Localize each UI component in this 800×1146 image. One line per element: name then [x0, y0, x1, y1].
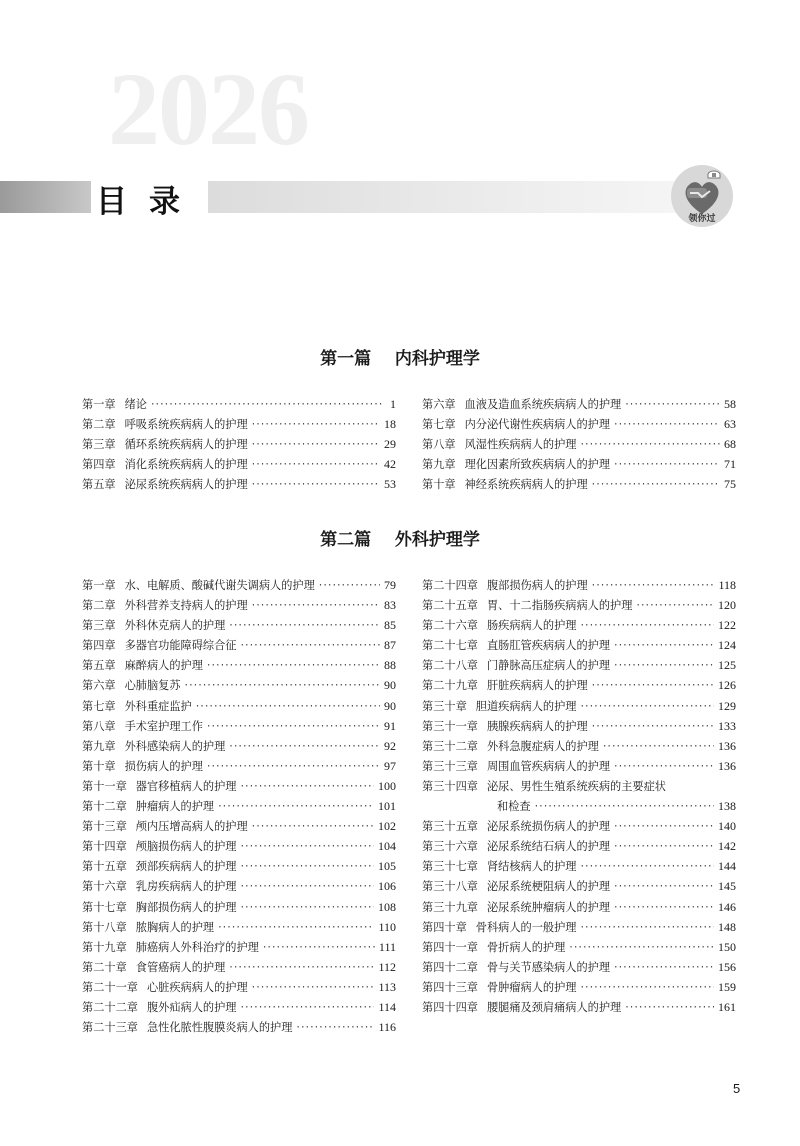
toc-entry[interactable]: [422, 698, 736, 718]
dot-leader: [580, 981, 714, 994]
chapter-number: 第二十四章: [422, 579, 478, 592]
toc-entry[interactable]: [82, 818, 396, 838]
toc-entry[interactable]: [82, 858, 396, 878]
page-ref: 111: [378, 939, 396, 954]
chapter-number: 第一章: [82, 579, 116, 592]
page-ref: 91: [384, 718, 396, 733]
part1-left-column: [82, 396, 396, 496]
dot-leader: [151, 398, 382, 411]
toc-entry[interactable]: [422, 677, 736, 697]
chapter-title: 颈部疾病病人的护理: [135, 860, 237, 874]
part2-right-column: [422, 577, 736, 1019]
page-ref: 1: [390, 397, 396, 411]
toc-entry-continuation[interactable]: [422, 798, 736, 818]
chapter-number: 第三十六章: [422, 840, 478, 854]
toc-entry[interactable]: [422, 939, 736, 959]
dot-leader: [614, 820, 714, 833]
chapter-number: 第三十一章: [422, 719, 478, 733]
page-ref: 136: [718, 758, 736, 773]
chapter-title: 泌尿系统疾病病人的护理: [124, 478, 248, 492]
chapter-title: 肠疾病病人的护理: [486, 619, 577, 633]
dot-leader: [196, 700, 380, 713]
part1-title: 第一篇 内科护理学: [320, 349, 480, 369]
part2-title: 第二篇 外科护理学: [320, 530, 480, 550]
page-ref: 114: [378, 999, 396, 1014]
chapter-number: 第二十六章: [422, 619, 478, 633]
page-ref: 113: [378, 979, 396, 994]
toc-entry[interactable]: [82, 637, 396, 657]
page-ref: 159: [718, 979, 736, 994]
chapter-title: 急性化脓性腹膜炎病人的护理: [146, 1021, 293, 1035]
dot-leader: [625, 1001, 714, 1014]
chapter-title: 血液及造血系统疾病病人的护理: [464, 398, 622, 411]
dot-leader: [240, 840, 374, 853]
chapter-title: 泌尿系统肿瘤病人的护理: [486, 900, 611, 914]
toc-entry[interactable]: [422, 919, 736, 939]
chapter-title: 心脏疾病病人的护理: [146, 980, 248, 994]
toc-entry[interactable]: [82, 577, 396, 597]
dot-leader: [252, 981, 375, 994]
dot-leader: [592, 579, 715, 592]
chapter-number: 第十三章: [82, 820, 127, 834]
chapter-title: 肝脏疾病病人的护理: [486, 679, 588, 693]
dot-leader: [252, 820, 374, 833]
toc-entry[interactable]: [82, 677, 396, 697]
chapter-title: 周围血管疾病病人的护理: [486, 759, 611, 773]
page-ref: 126: [718, 678, 736, 693]
dot-leader: [218, 921, 374, 934]
chapter-title: 骨科病人的一般护理: [475, 920, 577, 934]
toc-entry[interactable]: [422, 436, 736, 456]
chapter-number: 第五章: [82, 659, 116, 673]
page-ref: 102: [378, 819, 396, 834]
page-ref: 124: [718, 638, 736, 653]
header-bar-left: [0, 181, 91, 213]
toc-entry[interactable]: [82, 899, 396, 919]
chapter-title: 食管癌病人的护理: [135, 960, 226, 974]
chapter-number: 第六章: [82, 679, 116, 693]
toc-entry[interactable]: [82, 738, 396, 758]
year-watermark: 2026: [108, 52, 308, 167]
toc-entry[interactable]: [82, 919, 396, 939]
chapter-title: 颅脑损伤病人的护理: [135, 840, 237, 854]
page-ref: 108: [378, 899, 396, 914]
toc-entry[interactable]: [82, 476, 396, 496]
toc-entry[interactable]: [82, 617, 396, 637]
chapter-title: 肿瘤病人的护理: [135, 800, 215, 814]
toc-entry[interactable]: [422, 396, 736, 416]
chapter-number: 第二十九章: [422, 679, 478, 693]
toc-entry[interactable]: [82, 597, 396, 617]
chapter-title: 肾结核病人的护理: [486, 860, 577, 874]
toc-entry[interactable]: [82, 939, 396, 959]
chapter-number: 第九章: [82, 739, 116, 753]
dot-leader: [625, 398, 720, 411]
dot-leader: [240, 639, 380, 652]
dot-leader: [263, 941, 375, 954]
page-ref: 42: [384, 457, 396, 472]
toc-entry[interactable]: [82, 657, 396, 677]
dot-leader: [252, 458, 380, 471]
dot-leader: [614, 639, 714, 652]
toc-entry[interactable]: [422, 899, 736, 919]
toc-entry[interactable]: [82, 436, 396, 456]
page-ref: 125: [718, 658, 736, 673]
dot-leader: [229, 740, 380, 753]
chapter-number: 第十一章: [82, 779, 127, 793]
chapter-title: 肺癌病人外科治疗的护理: [135, 940, 259, 954]
dot-leader: [296, 1021, 374, 1034]
chapter-number: 第九章: [422, 458, 456, 472]
chapter-number: 第三章: [82, 619, 116, 633]
chapter-number: 第三十七章: [422, 860, 478, 874]
chapter-title: 损伤病人的护理: [124, 759, 203, 773]
chapter-title: 消化系统疾病病人的护理: [124, 458, 248, 472]
page-ref: 118: [718, 578, 736, 592]
header-bar-right: [208, 181, 698, 213]
dot-leader: [580, 438, 720, 451]
toc-entry[interactable]: [82, 758, 396, 778]
chapter-number: 第三十八章: [422, 880, 478, 894]
dot-leader: [535, 800, 714, 813]
dot-leader: [240, 860, 374, 873]
toc-entry[interactable]: [82, 838, 396, 858]
dot-leader: [218, 800, 374, 813]
toc-entry[interactable]: [422, 758, 736, 778]
page-ref: 138: [718, 799, 736, 814]
chapter-number: 第三十五章: [422, 820, 478, 834]
chapter-title: 内分泌代谢性疾病病人的护理: [464, 418, 611, 432]
chapter-number: 第七章: [422, 418, 456, 432]
toc-entry[interactable]: [422, 878, 736, 898]
dot-leader: [240, 1001, 374, 1014]
chapter-number: 第二十二章: [82, 1000, 138, 1014]
dot-leader: [592, 720, 714, 733]
toc-entry[interactable]: [422, 959, 736, 979]
chapter-title: 呼吸系统疾病病人的护理: [124, 418, 248, 432]
toc-entry[interactable]: [82, 718, 396, 738]
chapter-title: 水、电解质、酸碱代谢失调病人的护理: [124, 579, 315, 592]
page-ref: 63: [724, 417, 736, 432]
page-ref: 68: [724, 437, 736, 452]
dot-leader: [207, 659, 380, 672]
toc-entry[interactable]: [82, 1019, 396, 1039]
chapter-title: 胰腺疾病病人的护理: [486, 719, 588, 733]
page-ref: 100: [378, 778, 396, 793]
chapter-title: 腰腿痛及颈肩痛病人的护理: [486, 1000, 622, 1014]
dot-leader: [240, 901, 374, 914]
dot-leader: [185, 679, 380, 692]
chapter-number: 第四十二章: [422, 960, 478, 974]
toc-entry[interactable]: [82, 778, 396, 798]
page-ref: 161: [718, 999, 736, 1014]
toc-entry[interactable]: [422, 456, 736, 476]
page-ref: 156: [718, 959, 736, 974]
page-ref: 101: [378, 799, 396, 814]
toc-entry[interactable]: [422, 577, 736, 597]
chapter-title: 泌尿系统结石病人的护理: [486, 840, 611, 854]
toc-entry[interactable]: [82, 396, 396, 416]
chapter-number: 第八章: [82, 719, 116, 733]
chapter-title: 外科营养支持病人的护理: [124, 599, 248, 613]
page-ref: 150: [718, 939, 736, 954]
toc-entry[interactable]: [422, 416, 736, 436]
toc-entry[interactable]: [422, 657, 736, 677]
dot-leader: [240, 880, 374, 893]
chapter-number: 第十章: [422, 478, 456, 492]
dot-leader: [252, 478, 380, 491]
chapter-title: 外科急腹症病人的护理: [486, 739, 599, 753]
chapter-number: 第二十一章: [82, 980, 138, 994]
page-number: 5: [733, 1081, 741, 1096]
page-ref: 145: [718, 879, 736, 894]
page-ref: 87: [384, 638, 396, 653]
chapter-number: 第四章: [82, 458, 116, 472]
toc-entry[interactable]: [422, 999, 736, 1019]
chapter-title: 胸部损伤病人的护理: [135, 900, 237, 914]
chapter-number: 第十五章: [82, 860, 127, 874]
page-ref: 140: [718, 819, 736, 834]
chapter-title: 外科休克病人的护理: [124, 619, 226, 633]
dot-leader: [580, 619, 714, 632]
dot-leader: [614, 458, 720, 471]
toc-entry[interactable]: [82, 878, 396, 898]
chapter-title: 循环系统疾病病人的护理: [124, 438, 248, 452]
dot-leader: [580, 860, 714, 873]
dot-leader: [207, 720, 380, 733]
chapter-title: 神经系统疾病病人的护理: [464, 478, 588, 492]
chapter-number: 第三十三章: [422, 759, 478, 773]
chapter-title: 泌尿系统损伤病人的护理: [486, 820, 611, 834]
chapter-title: 心肺脑复苏: [124, 679, 181, 693]
chapter-number: 第二十三章: [82, 1021, 138, 1035]
chapter-number: 第二十七章: [422, 639, 478, 653]
chapter-number: 第三十九章: [422, 900, 478, 914]
toc-entry[interactable]: [422, 597, 736, 617]
chapter-number: 第二十章: [82, 960, 127, 974]
page-ref: 106: [378, 879, 396, 894]
chapter-title: 麻醉病人的护理: [124, 659, 203, 673]
toc-entry[interactable]: [82, 698, 396, 718]
dot-leader: [207, 760, 380, 773]
dot-leader: [240, 780, 374, 793]
page-ref: 75: [724, 477, 736, 492]
chapter-number: 第十章: [82, 759, 116, 773]
page-ref: 18: [384, 417, 396, 432]
page-ref: 88: [384, 658, 396, 673]
chapter-number: 第六章: [422, 398, 456, 411]
dot-leader: [614, 760, 714, 773]
chapter-number: 第七章: [82, 699, 116, 713]
toc-entry[interactable]: [82, 798, 396, 818]
chapter-title: 泌尿系统梗阻病人的护理: [486, 880, 611, 894]
page-ref: 133: [718, 718, 736, 733]
chapter-title: 颅内压增高病人的护理: [135, 820, 248, 834]
chapter-number: 第二章: [82, 599, 116, 613]
chapter-number: 第十七章: [82, 900, 127, 914]
chapter-title: 直肠肛管疾病病人的护理: [486, 639, 611, 653]
toc-entry[interactable]: [422, 476, 736, 496]
chapter-number: 第四十一章: [422, 940, 478, 954]
page-ref: 97: [384, 758, 396, 773]
toc-entry[interactable]: [82, 456, 396, 476]
page-ref: 146: [718, 899, 736, 914]
chapter-title: 腹外疝病人的护理: [146, 1000, 237, 1014]
chapter-number: 第一章: [82, 398, 116, 411]
chapter-number: 第十二章: [82, 800, 127, 814]
page-ref: 85: [384, 618, 396, 633]
dot-leader: [592, 478, 720, 491]
dot-leader: [580, 921, 714, 934]
part1-right-column: [422, 396, 736, 496]
page-ref: 105: [378, 859, 396, 874]
toc-entry[interactable]: [422, 858, 736, 878]
chapter-title: 外科重症监护: [124, 699, 192, 713]
chapter-number: 第十四章: [82, 840, 127, 854]
page-ref: 148: [718, 919, 736, 934]
dot-leader: [614, 880, 714, 893]
chapter-title: 风湿性疾病病人的护理: [464, 438, 577, 452]
dot-leader: [614, 961, 714, 974]
page-ref: 136: [718, 738, 736, 753]
chapter-title: 理化因素所致疾病病人的护理: [464, 458, 611, 472]
chapter-number: 第八章: [422, 438, 456, 452]
chapter-number: 第四十章: [422, 920, 467, 934]
chapter-title: 绪论: [124, 398, 147, 411]
page-title: 目录: [96, 184, 202, 220]
dot-leader: [252, 438, 380, 451]
page-ref: 90: [384, 698, 396, 713]
dot-leader: [636, 599, 714, 612]
dot-leader: [319, 579, 380, 592]
dot-leader: [252, 418, 380, 431]
chapter-title: 骨与关节感染病人的护理: [486, 960, 611, 974]
chapter-title: 胃、十二指肠疾病病人的护理: [486, 599, 633, 613]
chapter-title: 腹部损伤病人的护理: [486, 579, 588, 592]
page-ref: 112: [378, 959, 396, 974]
page-ref: 92: [384, 738, 396, 753]
chapter-title: 器官移植病人的护理: [135, 779, 237, 793]
toc-entry[interactable]: [422, 778, 736, 798]
dot-leader: [614, 901, 714, 914]
page-ref: 53: [384, 477, 396, 492]
chapter-title: 手术室护理工作: [124, 719, 203, 733]
page-ref: 58: [724, 397, 736, 411]
toc-entry[interactable]: [82, 999, 396, 1019]
page-ref: 129: [718, 698, 736, 713]
chapter-number: 第二十五章: [422, 599, 478, 613]
dot-leader: [614, 418, 720, 431]
logo-text: 领你过: [688, 214, 716, 224]
chapter-title: 多器官功能障碍综合征: [124, 639, 237, 653]
chapter-number: 第二章: [82, 418, 116, 432]
chapter-number: 第三十章: [422, 699, 467, 713]
chapter-title: 骨肿瘤病人的护理: [486, 980, 577, 994]
page-ref: 90: [384, 678, 396, 693]
page-ref: 83: [384, 598, 396, 613]
chapter-title: 脓胸病人的护理: [135, 920, 215, 934]
chapter-title: 骨折病人的护理: [486, 940, 566, 954]
chapter-number: 第四章: [82, 639, 116, 653]
chapter-number: 第四十四章: [422, 1000, 478, 1014]
toc-entry[interactable]: [82, 416, 396, 436]
dot-leader: [614, 659, 714, 672]
chapter-title: 乳房疾病病人的护理: [135, 880, 237, 894]
toc-entry[interactable]: [422, 637, 736, 657]
dot-leader: [614, 840, 714, 853]
chapter-title: 泌尿、男性生殖系统疾病的主要症状: [486, 779, 666, 793]
chapter-number: 第三十四章: [422, 779, 478, 793]
dot-leader: [252, 599, 380, 612]
toc-entry[interactable]: [422, 818, 736, 838]
chapter-number: 第四十三章: [422, 980, 478, 994]
dot-leader: [569, 941, 714, 954]
toc-entry[interactable]: [422, 738, 736, 758]
chapter-number: 第十六章: [82, 880, 127, 894]
chapter-number: 第三十二章: [422, 739, 478, 753]
chapter-number: 第三章: [82, 438, 116, 452]
page-ref: 142: [718, 839, 736, 854]
page-ref: 120: [718, 598, 736, 613]
part2-left-column: [82, 577, 396, 1039]
page-ref: 104: [378, 839, 396, 854]
dot-leader: [603, 740, 714, 753]
chapter-number: 第十八章: [82, 920, 127, 934]
toc-entry[interactable]: [82, 979, 396, 999]
chapter-title: 外科感染病人的护理: [124, 739, 226, 753]
dot-leader: [592, 679, 714, 692]
toc-entry[interactable]: [422, 718, 736, 738]
chapter-number: 第五章: [82, 478, 116, 492]
dot-leader: [580, 700, 714, 713]
dot-leader: [229, 961, 374, 974]
chapter-title: 门静脉高压症病人的护理: [486, 659, 611, 673]
page-ref: 110: [378, 919, 396, 934]
page-ref: 122: [718, 618, 736, 633]
toc-entry[interactable]: [82, 959, 396, 979]
chapter-number: 第二十八章: [422, 659, 478, 673]
toc-entry[interactable]: [422, 617, 736, 637]
chapter-title-continuation: 和检查: [497, 800, 531, 814]
toc-entry[interactable]: [422, 838, 736, 858]
chapter-title: 胆道疾病病人的护理: [475, 699, 577, 713]
chapter-number: 第十九章: [82, 940, 127, 954]
page-ref: 144: [718, 859, 736, 874]
page-ref: 29: [384, 437, 396, 452]
toc-entry[interactable]: [422, 979, 736, 999]
page-ref: 79: [384, 578, 396, 592]
page-ref: 116: [378, 1020, 396, 1035]
dot-leader: [229, 619, 380, 632]
page-ref: 71: [724, 457, 736, 472]
